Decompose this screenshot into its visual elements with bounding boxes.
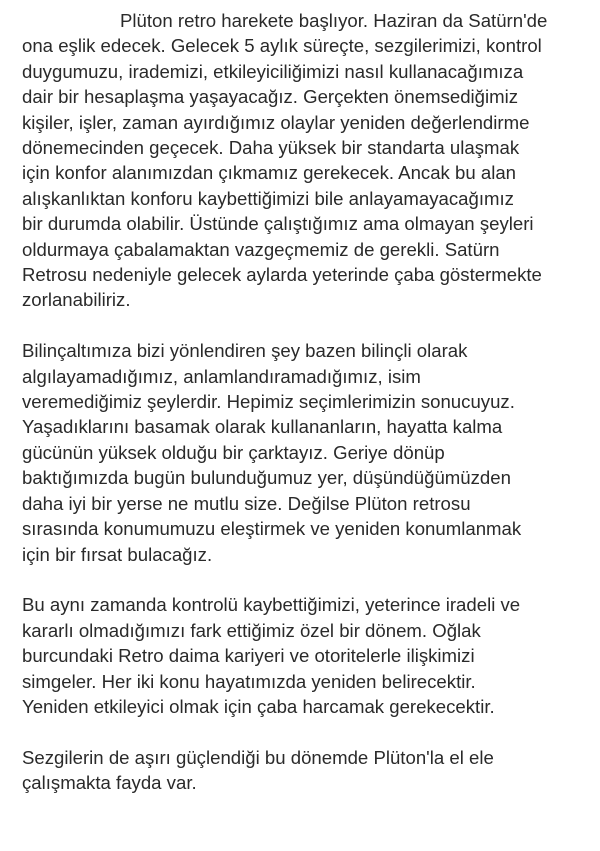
paragraph-3 xyxy=(22,592,588,719)
text-line: için bir fırsat bulacağız. xyxy=(22,543,213,565)
text-line: dönemecinden geçecek. Daha yüksek bir standarta ulaşmak xyxy=(22,137,520,159)
text-line: simgeler. Her iki konu hayatımızda yeniden belirecektir. xyxy=(22,670,476,692)
text-line: Plüton retro harekete başlıyor. Haziran da Satürn'de xyxy=(120,10,548,31)
text-line: zorlanabiliriz. xyxy=(22,289,131,311)
paragraph-2 xyxy=(22,338,588,567)
text-line: için konfor alanımızdan çıkmamız gerekecek. Ancak bu alan xyxy=(22,162,517,184)
paragraph-4 xyxy=(22,745,588,796)
document-body xyxy=(22,8,588,821)
text-line: kişiler, işler, zaman ayırdığımız olaylar yeniden değerlendirme xyxy=(22,111,530,133)
text-line: Yeniden etkileyici olmak için çaba harcamak gerekecektir. xyxy=(22,695,495,717)
text-line: Sezgilerin de aşırı güçlendiği bu dönemde Plüton'la el ele xyxy=(22,746,494,768)
text-line: algılayamadığımız, anlamlandıramadığımız, isim xyxy=(22,365,421,387)
text-line: Retrosu nedeniyle gelecek aylarda yeterinde çaba göstermekte xyxy=(22,264,542,286)
text-line: dair bir hesaplaşma yaşayacağız. Gerçekten önemsediğimiz xyxy=(22,86,519,108)
text-line: Yaşadıklarını basamak olarak kullananların, hayatta kalma xyxy=(22,416,503,438)
text-line: oldurmaya çabalamaktan vazgeçmemiz de gerekli. Satürn xyxy=(22,238,500,260)
text-line: daha iyi bir yerse ne mutlu size. Değilse Plüton retrosu xyxy=(22,492,471,514)
text-line: bir durumda olabilir. Üstünde çalıştığımız ama olmayan şeyleri xyxy=(22,213,534,235)
paragraph-1 xyxy=(22,8,588,313)
text-line: burcundaki Retro daima kariyeri ve otoritelerle ilişkimizi xyxy=(22,645,475,667)
text-line: Bu aynı zamanda kontrolü kaybettiğimizi, yeterince iradeli ve xyxy=(22,594,521,616)
text-line: Bilinçaltımıza bizi yönlendiren şey bazen bilinçli olarak xyxy=(22,340,468,362)
text-line: kararlı olmadığımızı fark ettiğimiz özel bir dönem. Oğlak xyxy=(22,619,481,641)
text-line: sırasında konumumuzu eleştirmek ve yeniden konumlanmak xyxy=(22,518,522,540)
text-line: duygumuzu, irademizi, etkileyiciliğimizi nasıl kullanacağımıza xyxy=(22,60,524,82)
text-line: gücünün yüksek olduğu bir çarktayız. Geriye dönüp xyxy=(22,441,445,463)
text-line: ona eşlik edecek. Gelecek 5 aylık süreçte, sezgilerimizi, kontrol xyxy=(22,35,542,57)
text-line: baktığımızda bugün bulunduğumuz yer, düşündüğümüzden xyxy=(22,467,511,489)
text-line: çalışmakta fayda var. xyxy=(22,772,197,794)
text-line: veremediğimiz şeylerdir. Hepimiz seçimlerimizin sonucuyuz. xyxy=(22,391,515,413)
text-line: alışkanlıktan konforu kaybettiğimizi bile anlayamayacağımız xyxy=(22,187,514,209)
